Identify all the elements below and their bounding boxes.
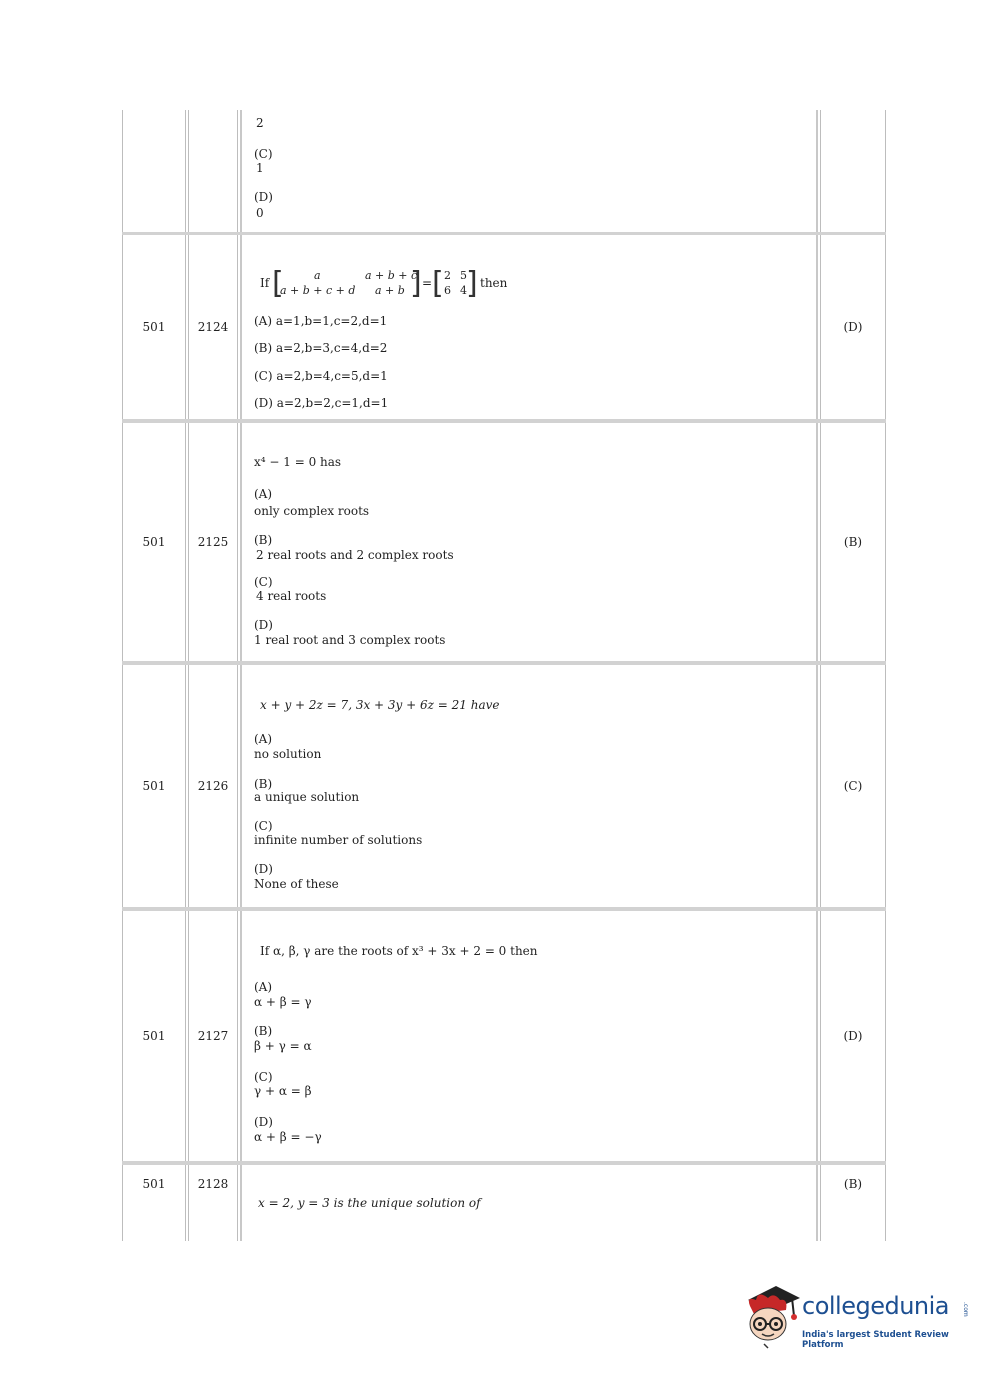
question-no-cell: 2124 <box>188 235 238 419</box>
option-text: (D) a=2,b=2,c=1,d=1 <box>254 396 389 410</box>
question-cell <box>240 110 818 232</box>
option-text: 1 <box>256 161 264 175</box>
answer-cell: (D) <box>820 911 886 1161</box>
logo-tagline: India's largest Student Review Platform <box>802 1330 949 1350</box>
table-row <box>122 909 886 1163</box>
question-cell <box>240 235 818 419</box>
table-row <box>122 663 886 909</box>
question-prefix: If <box>260 276 270 290</box>
option-text: None of these <box>254 877 339 891</box>
equals-sign: = <box>422 276 433 290</box>
collegedunia-logo <box>742 1284 972 1354</box>
mascot-icon <box>742 1284 802 1350</box>
option-text: 0 <box>256 206 264 220</box>
option-text: 4 real roots <box>256 589 327 603</box>
option-text: only complex roots <box>254 504 370 518</box>
set-cell: 501 <box>122 911 186 1161</box>
logo-domain-suffix: .com <box>962 1302 969 1317</box>
option-text: 2 real roots and 2 complex roots <box>256 548 454 562</box>
question-text: x⁴ − 1 = 0 has <box>254 455 342 469</box>
option-text: (A) a=1,b=1,c=2,d=1 <box>254 314 388 328</box>
option-label: (A) <box>254 732 273 746</box>
question-suffix: then <box>480 276 508 290</box>
set-cell: 501 <box>122 423 186 661</box>
option-label: (D) <box>254 190 273 204</box>
set-cell: 501 <box>122 235 186 419</box>
set-cell: 501 <box>122 1165 186 1241</box>
question-cell <box>240 423 818 661</box>
option-text: (B) a=2,b=3,c=4,d=2 <box>254 341 388 355</box>
option-label: (D) <box>254 618 273 632</box>
matrix-entry: 2 <box>444 269 451 282</box>
left-bracket: [ <box>432 266 444 301</box>
answer-cell: (B) <box>820 1165 886 1241</box>
question-cell <box>240 1165 818 1241</box>
logo-wordmark: collegedunia <box>802 1292 950 1320</box>
option-text: γ + α = β <box>254 1084 312 1098</box>
option-label: (C) <box>254 1070 273 1084</box>
question-text: x = 2, y = 3 is the unique solution of <box>258 1196 481 1210</box>
question-matrix-equation <box>260 267 540 303</box>
table-row <box>122 233 886 421</box>
question-no-cell: 2128 <box>188 1165 238 1241</box>
set-cell: 501 <box>122 665 186 907</box>
matrix-entry: a + b + c + d <box>280 284 356 297</box>
option-text: (C) a=2,b=4,c=5,d=1 <box>254 369 388 383</box>
option-label: (B) <box>254 533 273 547</box>
table-row <box>122 110 886 234</box>
answer-cell: (D) <box>820 235 886 419</box>
matrix-entry: 5 <box>460 269 467 282</box>
matrix-entry: a + b + c <box>365 269 418 282</box>
question-cell <box>240 911 818 1161</box>
table-row <box>122 421 886 663</box>
matrix-entry: a <box>314 269 321 282</box>
option-text: β + γ = α <box>254 1039 312 1053</box>
option-text: α + β = −γ <box>254 1130 322 1144</box>
right-bracket: ] <box>410 266 422 301</box>
option-label: (C) <box>254 819 273 833</box>
right-bracket: ] <box>466 266 478 301</box>
question-no-cell: 2127 <box>188 911 238 1161</box>
set-cell <box>122 110 186 232</box>
answer-cell: (B) <box>820 423 886 661</box>
question-text: x + y + 2z = 7, 3x + 3y + 6z = 21 have <box>260 698 500 712</box>
option-text: 2 <box>256 116 264 130</box>
option-label: (B) <box>254 1024 273 1038</box>
option-label: (C) <box>254 147 273 161</box>
answer-cell <box>820 110 886 232</box>
option-label: (B) <box>254 777 273 791</box>
matrix-entry: a + b <box>375 284 405 297</box>
question-no-cell <box>188 110 238 232</box>
table-row <box>122 1163 886 1241</box>
option-text: α + β = γ <box>254 995 312 1009</box>
option-label: (A) <box>254 980 273 994</box>
answer-cell: (C) <box>820 665 886 907</box>
option-label: (C) <box>254 575 273 589</box>
question-no-cell: 2126 <box>188 665 238 907</box>
option-label: (A) <box>254 487 273 501</box>
option-label: (D) <box>254 862 273 876</box>
option-text: infinite number of solutions <box>254 833 423 847</box>
question-cell <box>240 665 818 907</box>
matrix-entry: 4 <box>460 284 467 297</box>
option-text: a unique solution <box>254 790 360 804</box>
question-no-cell: 2125 <box>188 423 238 661</box>
option-label: (D) <box>254 1115 273 1129</box>
matrix-entry: 6 <box>444 284 451 297</box>
left-bracket: [ <box>272 266 284 301</box>
question-text: If α, β, γ are the roots of x³ + 3x + 2 = 0 then <box>260 944 538 958</box>
option-text: 1 real root and 3 complex roots <box>254 633 446 647</box>
option-text: no solution <box>254 747 322 761</box>
